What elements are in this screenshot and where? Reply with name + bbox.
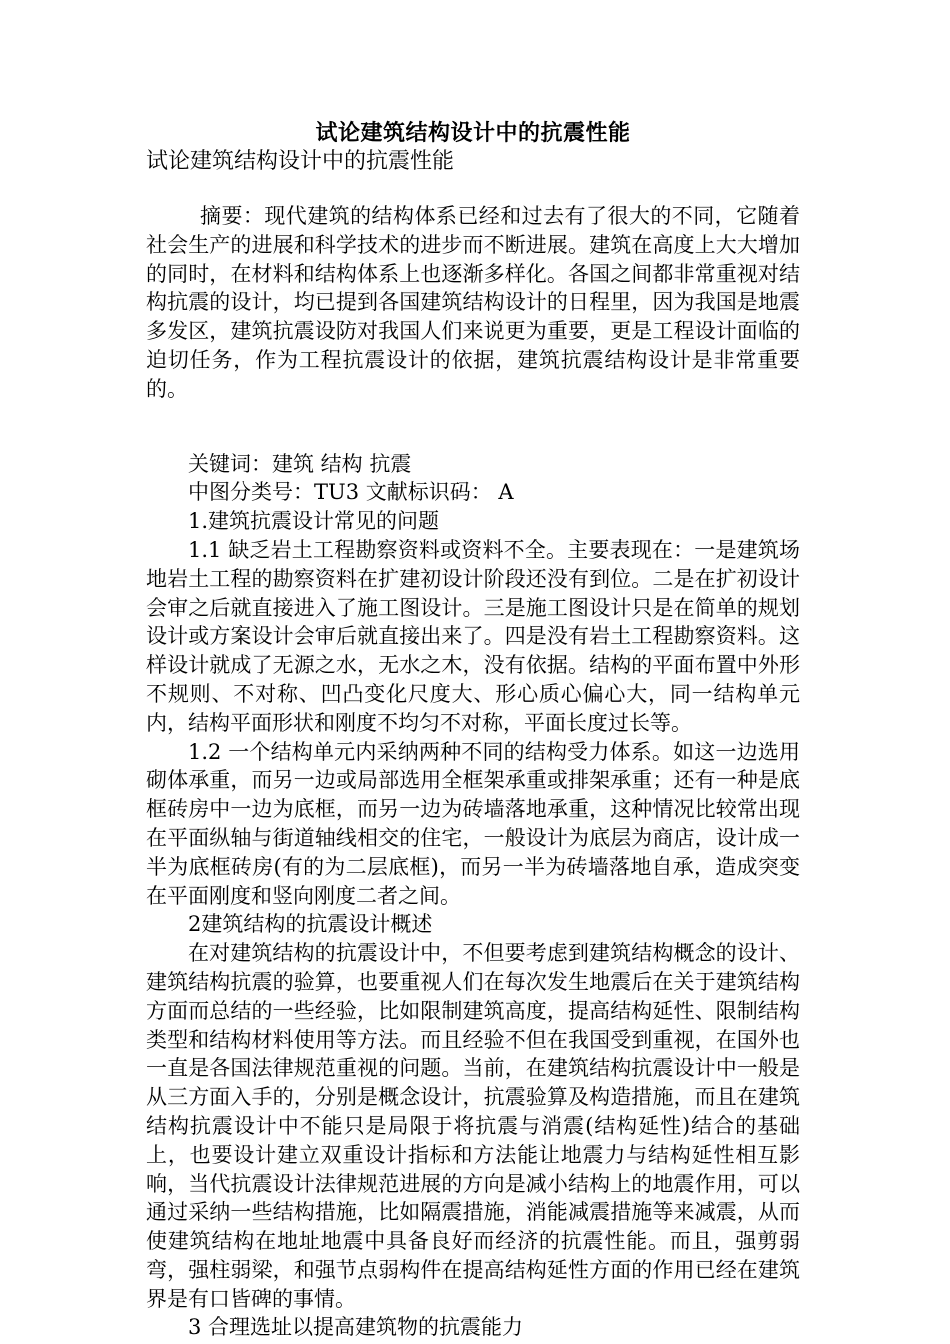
section-1-1-paragraph: 1.1 缺乏岩土工程勘察资料或资料不全。主要表现在：一是建筑场地岩土工程的勘察资料在扩建初设计阶段还没有到位。二是在扩初设计会审之后就直接进入了施工图设计。三是施工图设计只是在简单的规划设计或方案设计会审后就直接出来了。四是没有岩土工程勘察资料。这样设计就成了无源之水，无水之木，没有依据。结构的平面布置中外形不规则、不对称、凹凸变化尺度大、形心质心偏心大，同一结构单元内，结构平面形状和刚度不均匀不对称，平面长度过长等。	[146, 537, 800, 735]
section-3-heading: 3 合理选址以提高建筑物的抗震能力	[188, 1315, 524, 1340]
section-2-heading: 2建筑结构的抗震设计概述	[188, 912, 433, 937]
section-1-heading: 1.建筑抗震设计常见的问题	[188, 509, 440, 534]
classification-line: 中图分类号：TU3 文献标识码： A	[188, 480, 514, 505]
document-title: 试论建筑结构设计中的抗震性能	[315, 120, 631, 146]
section-1-2-paragraph: 1.2 一个结构单元内采纳两种不同的结构受力体系。如这一边选用砌体承重，而另一边或局部选用全框架承重或排架承重；还有一种是底框砖房中一边为底框，而另一边为砖墙落地承重，这种情况比较常出现在平面纵轴与街道轴线相交的住宅，一般设计为底层为商店，设计成一半为底框砖房(有的为二层底框)，而另一半为砖墙落地自承，造成突变在平面刚度和竖向刚度二者之间。	[146, 739, 800, 908]
keywords-line: 关键词：建筑 结构 抗震	[188, 451, 412, 476]
document-subtitle: 试论建筑结构设计中的抗震性能	[146, 149, 455, 174]
abstract-paragraph: 摘要：现代建筑的结构体系已经和过去有了很大的不同，它随着社会生产的进展和科学技术的进步而不断进展。建筑在高度上大大增加的同时，在材料和结构体系上也逐渐多样化。各国之间都非常重视对结构抗震的设计，均已提到各国建筑结构设计的日程里，因为我国是地震多发区，建筑抗震设防对我国人们来说更为重要，更是工程设计面临的迫切任务，作为工程抗震设计的依据，建筑抗震结构设计是非常重要的。	[146, 204, 800, 401]
section-2-paragraph: 在对建筑结构的抗震设计中，不但要考虑到建筑结构概念的设计、建筑结构抗震的验算，也要重视人们在每次发生地震后在关于建筑结构方面而总结的一些经验，比如限制建筑高度，提高结构延性、限制结构类型和结构材料使用等方法。而且经验不但在我国受到重视，在国外也一直是各国法律规范重视的问题。当前，在建筑结构抗震设计中一般是从三方面入手的，分别是概念设计，抗震验算及构造措施，而且在建筑结构抗震设计中不能只是局限于将抗震与消震(结构延性)结合的基础上，也要设计建立双重设计指标和方法能让地震力与结构延性相互影响，当代抗震设计法律规范进展的方向是减小结构上的地震作用，可以通过采纳一些结构措施，比如隔震措施，消能减震措施等来减震，从而使建筑结构在地址地震中具备良好而经济的抗震性能。而且，强剪弱弯，强柱弱梁，和强节点弱构件在提高结构延性方面的作用已经在建筑界是有口皆碑的事情。	[146, 941, 800, 1311]
